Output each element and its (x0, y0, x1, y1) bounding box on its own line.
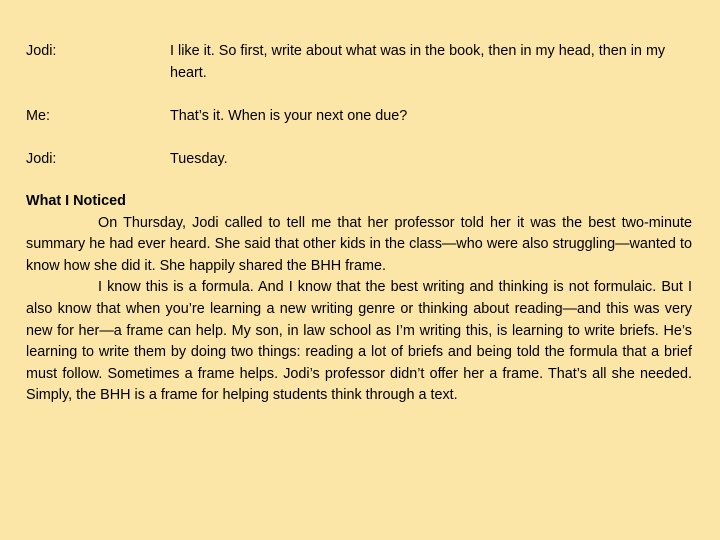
dialogue-row (26, 40, 686, 84)
dialogue-row (26, 148, 686, 170)
speaker-label: Me: (26, 108, 50, 124)
paragraph: On Thursday, Jodi called to tell me that her professor told her it was the best two-minute summary he had ever heard. She said that other kids in the class—who were also struggling—wanted to know how she did it. She happily shared the BHH frame. (26, 214, 692, 274)
dialogue (26, 40, 686, 170)
dialogue-line: Tuesday. (170, 151, 228, 167)
speaker-label: Jodi: (26, 151, 57, 167)
paragraph: I know this is a formula. And I know that the best writing and thinking is not formulaic. But I also know that when you’re learning a new writing genre or thinking about reading—and this was very new for her—a frame can help. My son, in law school as I’m writing this, is learning to write briefs. He’s learning to write them by doing two things: reading a lot of briefs and being told the formula that a brief must follow. Sometimes a frame helps. Jodi’s professor didn’t offer her a frame. That’s all she needed. Simply, the BHH is a frame for helping students think through a text. (26, 279, 692, 404)
dialogue-line: I like it. So first, write about what was in the book, then in my head, then in my heart. (170, 43, 666, 81)
section-heading: What I Noticed (26, 193, 126, 209)
dialogue-row (26, 105, 686, 127)
speaker-label: Jodi: (26, 43, 57, 59)
what-i-noticed-section (26, 191, 692, 407)
dialogue-line: That’s it. When is your next one due? (170, 108, 408, 124)
